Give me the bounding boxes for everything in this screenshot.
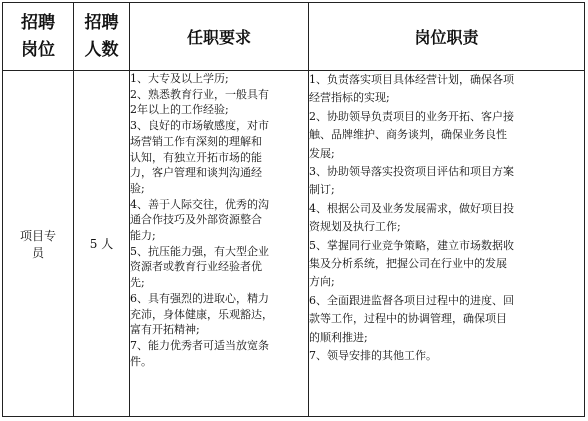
requirement-line: 验; [130,181,145,195]
requirement-line: 3、良好的市场敏感度，对市 [130,119,269,133]
duty-line: 5、掌握同行业竞争策略，建立市场数据收 [309,238,514,252]
requirement-line: 资源者或教育行业经验者优 [130,260,262,274]
requirement-line: 2年以上的工作经验; [130,103,229,117]
requirement-line: 通合作技巧及外部资源整合 [130,213,262,227]
requirement-line: 场营销工作有深刻的理解和 [130,134,262,148]
duty-line: 款等工作，过程中的协调管理，确保项目 [309,312,507,326]
duty-line: 触、品牌维护、商务谈判，确保业务良性 [309,128,507,142]
cell-count [74,71,130,417]
requirement-line: 力，客户管理和谈判沟通经 [130,166,262,180]
requirement-line: 1、大专及以上学历; [130,72,229,85]
requirement-line: 5、抗压能力强，有大型企业 [130,244,269,258]
header-position-line2: 岗位 [21,39,55,60]
header-position [3,3,74,71]
duty-line: 经营指标的实现; [309,91,390,105]
header-count-line2: 人数 [84,39,119,60]
header-duties: 岗位职责 [309,3,585,71]
requirement-line: 6、具有强烈的进取心，精力 [130,291,269,305]
requirement-line: 2、熟悉教育行业，一般具有 [130,87,269,101]
header-count-line1: 招聘 [84,12,119,33]
cell-requirements [130,71,309,417]
requirement-line: 件。 [130,354,152,368]
cell-duties [309,71,585,417]
header-row [3,3,585,71]
requirement-line: 充沛，身体健康，乐观豁达， [130,307,273,321]
requirement-line: 能力; [130,229,156,243]
duty-line: 1、负责落实项目具体经营计划，确保各项 [309,73,514,86]
job-row [3,71,585,417]
requirement-line: 先; [130,276,145,290]
duty-line: 制订; [309,183,335,197]
header-count [74,3,130,71]
position-name-line1: 项目专 [19,228,56,243]
duty-line: 6、全面跟进监督各项目过程中的进度、回 [309,293,514,307]
requirement-line: 4、善于人际交往，优秀的沟 [130,197,269,211]
requirement-line: 7、能力优秀者可适当放宽条 [130,338,269,352]
duty-line: 集及分析系统，把握公司在行业中的发展 [309,257,507,271]
header-requirements: 任职要求 [130,3,309,71]
position-name-line2: 员 [31,245,44,260]
cell-position [3,71,74,417]
duty-line: 4、根据公司及业务发展需求，做好项目投 [309,201,514,215]
duty-line: 发展; [309,146,335,160]
duty-line: 2、协助领导负责项目的业务开拓、客户接 [309,109,514,123]
header-position-line1: 招聘 [21,12,55,33]
duty-line: 资规划及执行工作; [309,220,401,234]
duty-line: 3、协助领导落实投资项目评估和项目方案 [309,165,514,179]
position-count: 5 人 [89,237,114,251]
duty-line: 的顺利推进; [309,330,368,344]
requirement-line: 富有开拓精神; [130,323,200,337]
recruitment-table [2,2,585,417]
requirement-line: 认知，有独立开拓市场的能 [130,150,262,164]
duty-line: 7、领导安排的其他工作。 [309,349,437,363]
duty-line: 方向; [309,275,335,289]
